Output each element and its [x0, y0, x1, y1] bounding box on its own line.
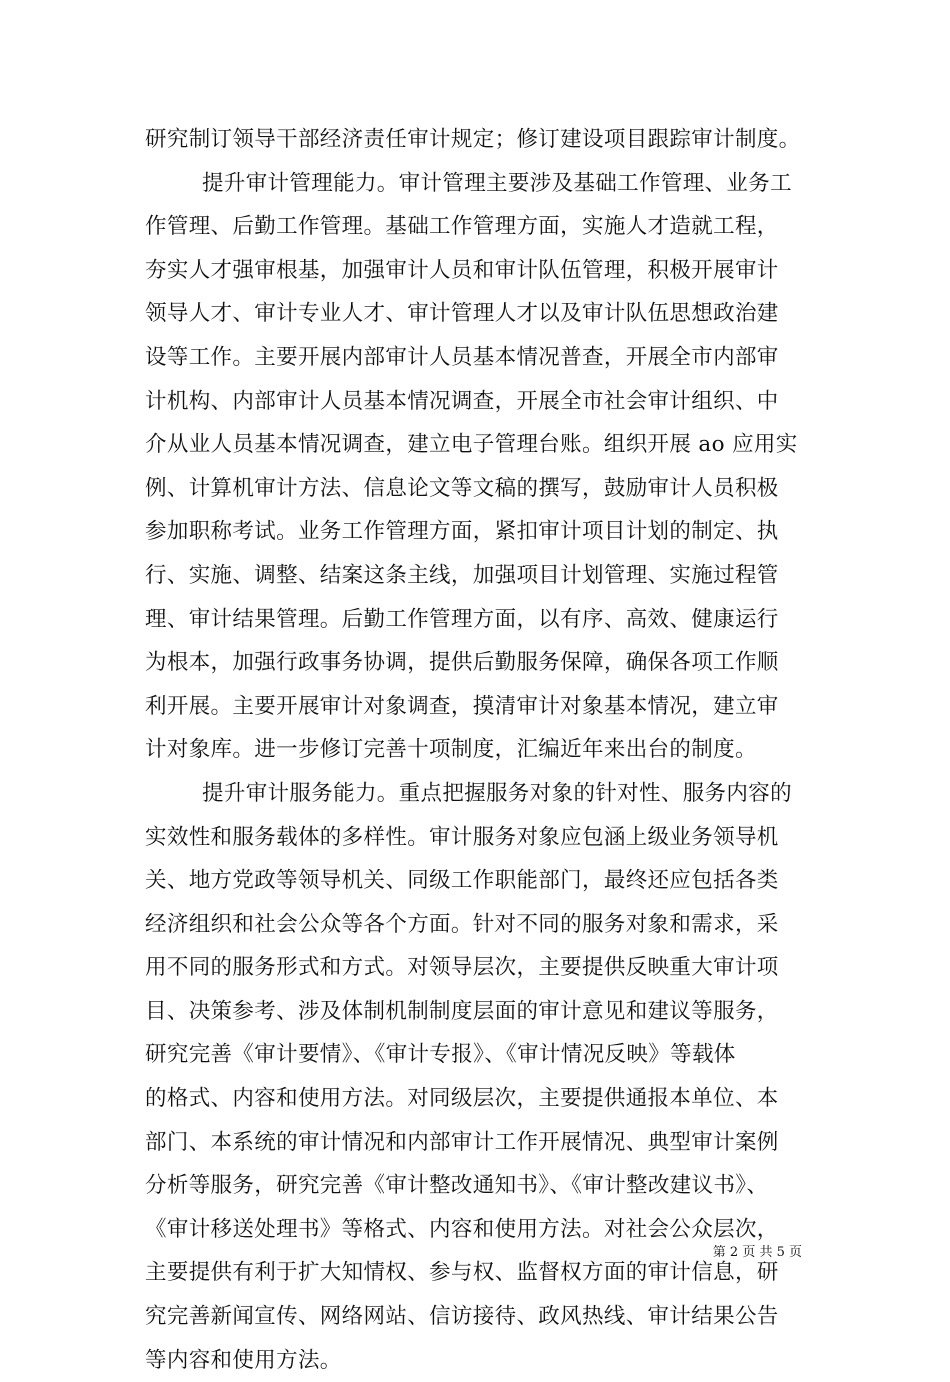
text-line: 分析等服务，研究完善《审计整改通知书》、《审计整改建议书》、: [145, 1173, 769, 1199]
paragraph-start-line: 提升审计服务能力。重点把握服务对象的针对性、服务内容的: [202, 780, 792, 806]
text-line: 设等工作。主要开展内部审计人员基本情况普查，开展全市内部审: [145, 344, 779, 370]
document-body: [145, 118, 815, 1382]
text-line: 关、地方党政等领导机关、同级工作职能部门，最终还应包括各类: [145, 868, 779, 894]
text-line: 的格式、内容和使用方法。对同级层次，主要提供通报本单位、本: [145, 1086, 779, 1112]
text-line: 研究制订领导干部经济责任审计规定；修订建设项目跟踪审计制度。: [145, 127, 801, 152]
text-line: 《审计移送处理书》等格式、内容和使用方法。对社会公众层次，: [145, 1216, 779, 1242]
text-line: 部门、本系统的审计情况和内部审计工作开展情况、典型审计案例: [145, 1129, 779, 1155]
text-line: 例、计算机审计方法、信息论文等文稿的撰写，鼓励审计人员积极: [145, 475, 779, 501]
text-line: 研究完善《审计要情》、《审计专报》、《审计情况反映》等载体: [145, 1042, 736, 1068]
text-line: 夯实人才强审根基，加强审计人员和审计队伍管理，积极开展审计: [145, 257, 779, 283]
text-line: 参加职称考试。业务工作管理方面，紧扣审计项目计划的制定、执: [145, 519, 779, 545]
text-line: 为根本，加强行政事务协调，提供后勤服务保障，确保各项工作顺: [145, 650, 779, 676]
text-line: 作管理、后勤工作管理。基础工作管理方面，实施人才造就工程，: [145, 214, 779, 240]
text-line: 计机构、内部审计人员基本情况调查，开展全市社会审计组织、中: [145, 388, 779, 414]
page-number: 第 2 页 共 5 页: [712, 1245, 802, 1260]
text-line: 用不同的服务形式和方式。对领导层次，主要提供反映重大审计项: [145, 955, 779, 981]
text-line: 领导人才、审计专业人才、审计管理人才以及审计队伍思想政治建: [145, 301, 779, 327]
paragraph-start-line: 提升审计管理能力。审计管理主要涉及基础工作管理、业务工: [202, 170, 792, 196]
text-line: 实效性和服务载体的多样性。审计服务对象应包涵上级业务领导机: [145, 824, 779, 850]
text-line: 介从业人员基本情况调查，建立电子管理台账。组织开展 ao 应用实: [145, 432, 798, 458]
text-line: 理、审计结果管理。后勤工作管理方面，以有序、高效、健康运行: [145, 606, 779, 632]
text-line: 经济组织和社会公众等各个方面。针对不同的服务对象和需求，采: [145, 911, 779, 937]
text-line: 利开展。主要开展审计对象调查，摸清审计对象基本情况，建立审: [145, 693, 779, 719]
text-line: 究完善新闻宣传、网络网站、信访接待、政风热线、审计结果公告: [145, 1304, 779, 1330]
text-line: 目、决策参考、涉及体制机制制度层面的审计意见和建议等服务，: [145, 998, 779, 1024]
text-line: 等内容和使用方法。: [145, 1347, 342, 1373]
text-line: 行、实施、调整、结案这条主线，加强项目计划管理、实施过程管: [145, 562, 779, 588]
text-line: 主要提供有利于扩大知情权、参与权、监督权方面的审计信息，研: [145, 1260, 779, 1286]
text-line: 计对象库。进一步修订完善十项制度，汇编近年来出台的制度。: [145, 737, 757, 763]
